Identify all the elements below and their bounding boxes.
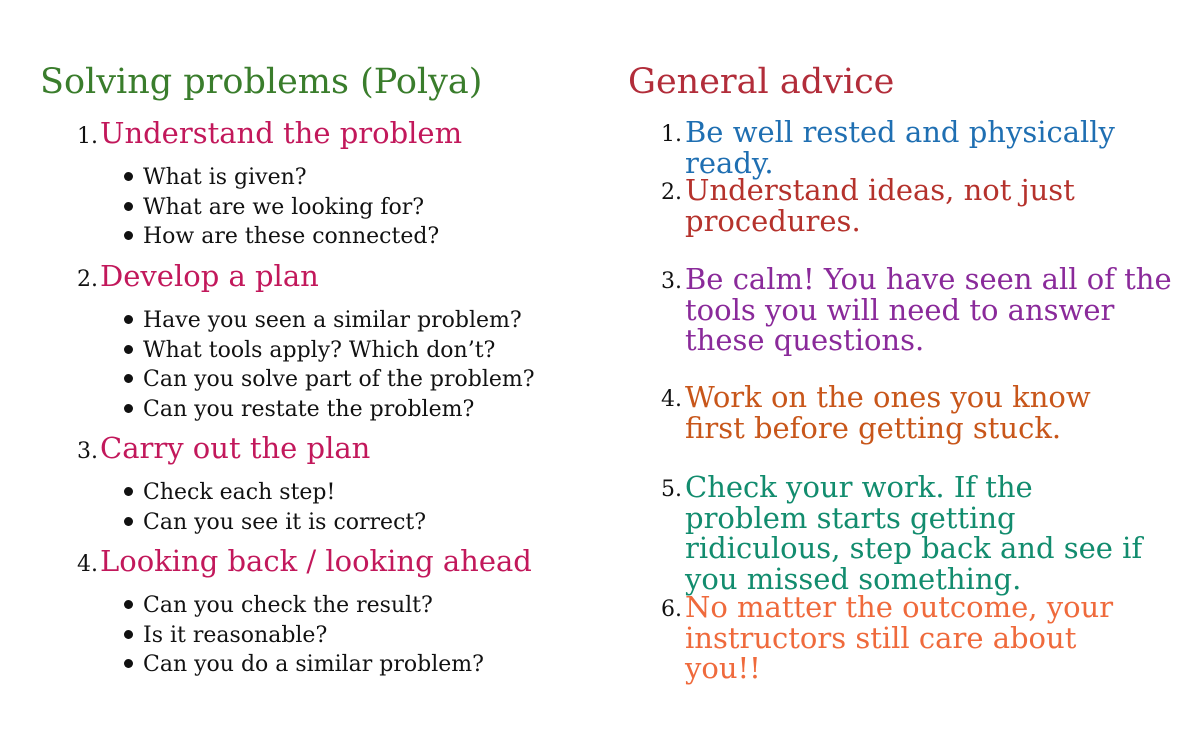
polya-step-1 — [40, 116, 600, 249]
advice-item-2 — [628, 175, 1188, 236]
advice-text: No matter the outcome, your instructors still care about you!! — [685, 590, 1114, 685]
bullet-icon — [124, 231, 133, 240]
advice-text: Be well rested and physically ready. — [685, 115, 1115, 180]
advice-text: Check your work. If the problem starts getting ridiculous, step back and see if you missed something. — [685, 470, 1143, 596]
step-number: 4. — [77, 552, 98, 577]
step-questions — [124, 306, 594, 424]
list-item: How are these connected? — [124, 222, 594, 252]
list-item: Have you seen a similar problem? — [124, 306, 594, 336]
step-title: Looking back / looking ahead — [100, 544, 532, 578]
bullet-icon — [124, 600, 133, 609]
polya-step-4 — [40, 544, 600, 677]
list-item: Can you solve part of the problem? — [124, 365, 594, 395]
step-questions — [124, 163, 594, 252]
step-number: 1. — [77, 124, 98, 149]
bullet-icon — [124, 172, 133, 181]
list-item: What are we looking for? — [124, 193, 594, 223]
bullet-icon — [124, 630, 133, 639]
advice-text: Work on the ones you know first before getting stuck. — [685, 380, 1091, 445]
bullet-icon — [124, 345, 133, 354]
advice-item-1 — [628, 117, 1188, 178]
list-item: Can you restate the problem? — [124, 395, 594, 425]
step-questions — [124, 591, 594, 680]
polya-step-2 — [40, 259, 600, 422]
advice-text: Be calm! You have seen all of the tools you will need to answer these questions. — [685, 262, 1172, 357]
advice-item-5 — [628, 472, 1188, 594]
advice-number: 4. — [661, 387, 682, 412]
list-item: Check each step! — [124, 478, 594, 508]
list-item: Can you see it is correct? — [124, 508, 594, 538]
advice-number: 2. — [661, 180, 682, 205]
list-item: What tools apply? Which don’t? — [124, 336, 594, 366]
bullet-icon — [124, 404, 133, 413]
advice-item-4 — [628, 382, 1188, 443]
polya-title: Solving problems (Polya) — [40, 62, 483, 102]
advice-text: Understand ideas, not just procedures. — [685, 173, 1075, 238]
list-item: What is given? — [124, 163, 594, 193]
step-number: 2. — [77, 267, 98, 292]
bullet-icon — [124, 374, 133, 383]
bullet-icon — [124, 487, 133, 496]
advice-number: 3. — [661, 269, 682, 294]
advice-item-6 — [628, 592, 1188, 684]
list-item: Is it reasonable? — [124, 621, 594, 651]
advice-number: 5. — [661, 477, 682, 502]
step-title: Understand the problem — [100, 116, 463, 150]
step-questions — [124, 478, 594, 537]
bullet-icon — [124, 202, 133, 211]
step-title: Carry out the plan — [100, 431, 371, 465]
list-item: Can you check the result? — [124, 591, 594, 621]
polya-step-3 — [40, 431, 600, 535]
advice-title: General advice — [628, 62, 895, 102]
advice-number: 6. — [661, 597, 682, 622]
advice-number: 1. — [661, 122, 682, 147]
advice-item-3 — [628, 264, 1188, 356]
list-item: Can you do a similar problem? — [124, 650, 594, 680]
bullet-icon — [124, 517, 133, 526]
bullet-icon — [124, 659, 133, 668]
step-number: 3. — [77, 439, 98, 464]
step-title: Develop a plan — [100, 259, 319, 293]
bullet-icon — [124, 315, 133, 324]
